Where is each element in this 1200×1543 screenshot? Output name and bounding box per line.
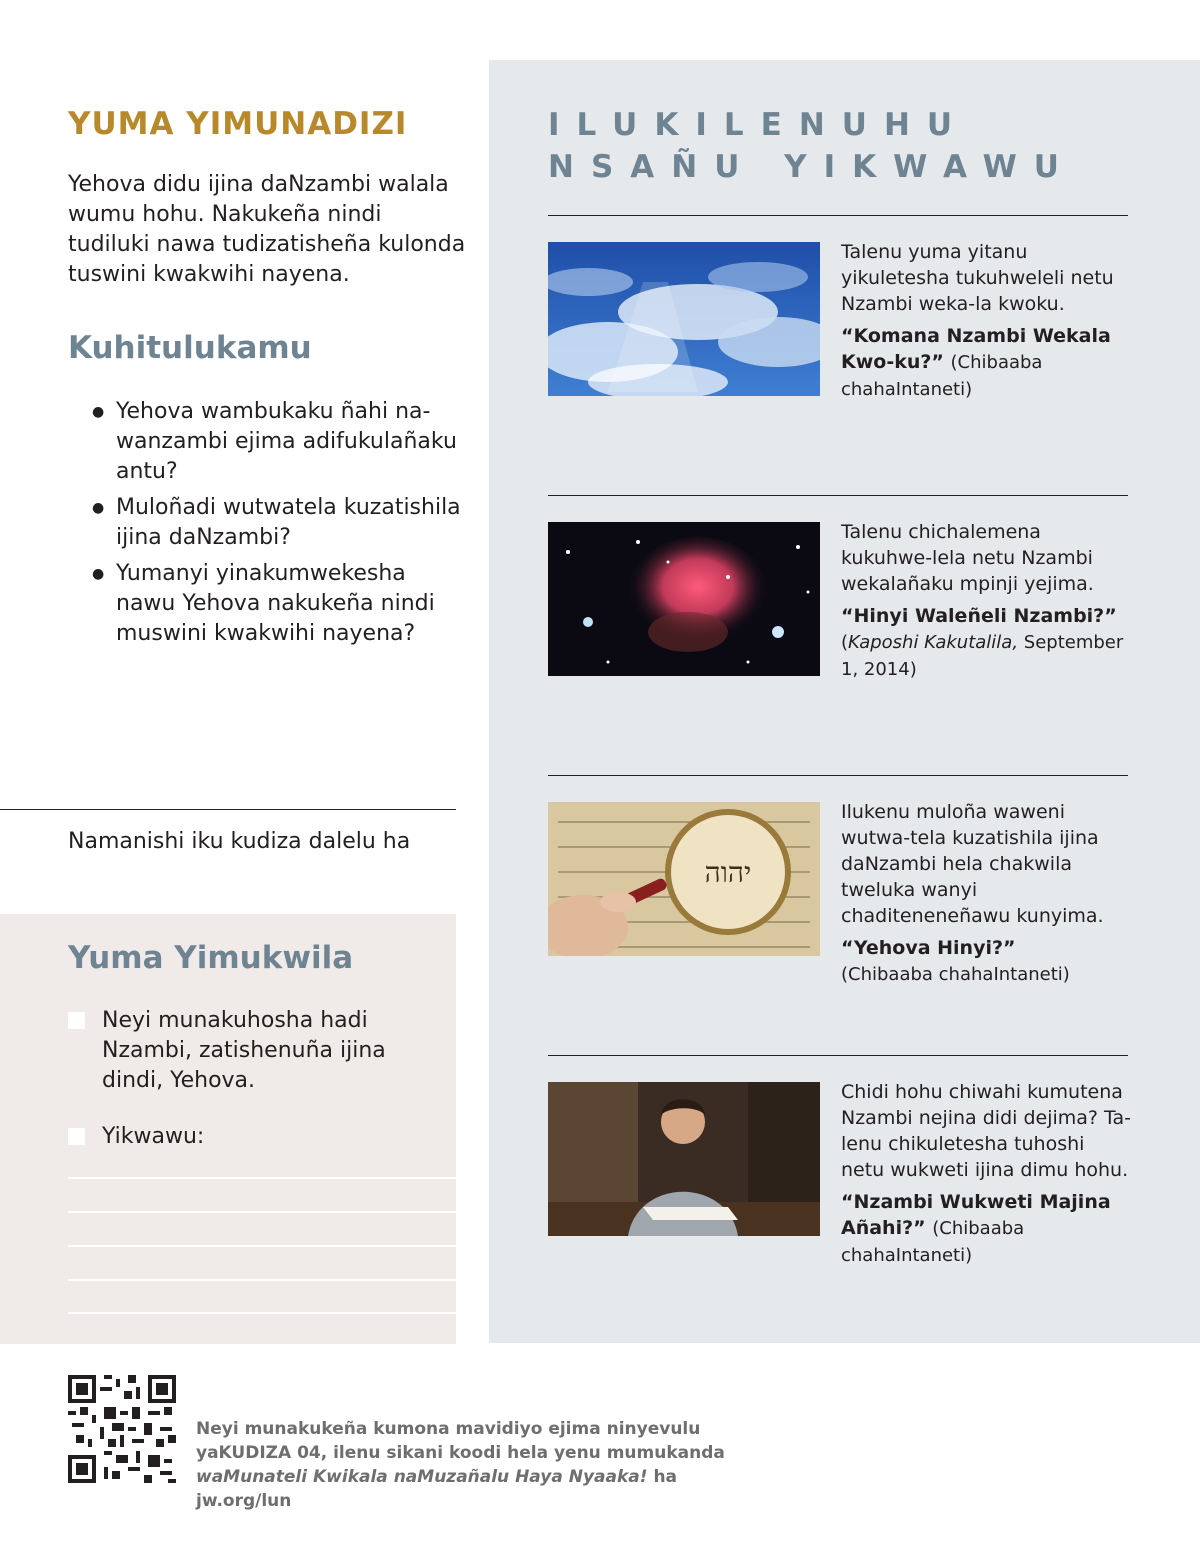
- goal-text: Yikwawu:: [102, 1124, 205, 1149]
- resource-link[interactable]: [841, 935, 1131, 988]
- divider: [548, 495, 1128, 496]
- resource-item: [841, 519, 1131, 683]
- section-title: YUMA YIMUNADIZI: [68, 106, 408, 142]
- goals-list: [68, 1006, 398, 1178]
- resource-title[interactable]: “Komana Nzambi Wekala Kwo-ku?”: [841, 325, 1111, 373]
- review-heading: Kuhitulukamu: [68, 330, 312, 366]
- qr-code-icon[interactable]: [68, 1375, 176, 1483]
- svg-text:יהוה: יהוה: [704, 856, 752, 889]
- writing-line[interactable]: [68, 1177, 456, 1179]
- writing-line[interactable]: [68, 1245, 456, 1247]
- resource-description: Chidi hohu chiwahi kumutena Nzambi nejina didi dejima? Ta-lenu chikuletesha tuhoshi netu wukweti ijina dimu hohu.: [841, 1081, 1131, 1181]
- question-item: ● Yehova wambukaku ñahi na-wanzambi ejima adifukulañaku antu?: [92, 397, 462, 487]
- resource-source: (Chibaaba chahaIntaneti): [841, 352, 1043, 400]
- writing-line[interactable]: [68, 1279, 456, 1281]
- resource-item: [841, 1079, 1131, 1269]
- divider: [0, 809, 456, 810]
- question-item: ● Yumanyi yinakumwekesha nawu Yehova nakukeña nindi muswini kwakwihi nayena?: [92, 559, 462, 649]
- divider: [548, 775, 1128, 776]
- resource-link[interactable]: [841, 603, 1131, 683]
- intro-paragraph: Yehova didu ijina daNzambi walala wumu hohu. Nakukeña nindi tudiluki nawa tudizatisheña kulonda tuswini kwakwihi nayena.: [68, 172, 466, 287]
- resource-title[interactable]: “Yehova Hinyi?”: [841, 937, 1016, 959]
- resource-source: (Chibaaba chahaIntaneti): [841, 964, 1070, 985]
- resource-source: (Chibaaba chahaIntaneti): [841, 1218, 1025, 1266]
- resource-item: [841, 239, 1131, 403]
- resource-description: Talenu chichalemena kukuhwe-lela netu Nzambi wekalañaku mpinji yejima.: [841, 521, 1094, 595]
- divider: [548, 1055, 1128, 1056]
- resource-item: [841, 799, 1131, 988]
- resource-title[interactable]: “Hinyi Waleñeli Nzambi?”: [841, 605, 1117, 627]
- goal-item: [68, 1122, 398, 1152]
- checkbox[interactable]: [68, 1128, 85, 1145]
- resource-description: Ilukenu muloña waweni wutwa-tela kuzatishila ijina daNzambi hela chakwila tweluka wanyi chaditeneneñawu kunyima.: [841, 801, 1104, 927]
- writing-line[interactable]: [68, 1211, 456, 1213]
- resource-title[interactable]: “Nzambi Wukweti Majina Añahi?”: [841, 1191, 1111, 1239]
- magnifying-glass-photo: [548, 802, 820, 956]
- nebula-photo: [548, 522, 820, 676]
- completion-date-label: Namanishi iku kudiza dalelu ha: [68, 829, 411, 854]
- checkbox[interactable]: [68, 1012, 85, 1029]
- goal-text: Neyi munakuhosha hadi Nzambi, zatishenuña ijina dindi, Yehova.: [102, 1008, 386, 1093]
- resource-link[interactable]: [841, 323, 1131, 403]
- writing-line[interactable]: [68, 1312, 456, 1314]
- question-item: ● Muloñadi wutwatela kuzatishila ijina daNzambi?: [92, 493, 462, 553]
- sky-clouds-photo: [548, 242, 820, 396]
- goal-item: [68, 1006, 398, 1096]
- goals-heading: Yuma Yimukwila: [68, 940, 354, 976]
- review-questions: [92, 397, 462, 655]
- man-reading-photo: [548, 1082, 820, 1236]
- divider: [548, 215, 1128, 216]
- resource-source: (Kaposhi Kakutalila, September 1, 2014): [841, 632, 1124, 680]
- footer-note: Neyi munakukeña kumona mavidiyo ejima ninyevulu yaKUDIZA 04, ilenu sikani koodi hela yenu mumukanda waMunateli Kwikala naMuzañalu Haya Nyaaka! ha jw.org/lun: [196, 1419, 725, 1511]
- more-info-title: ILUKILENUHU NSAÑU YIKWAWU: [548, 107, 1076, 185]
- resource-description: Talenu yuma yitanu yikuletesha tukuhweleli netu Nzambi weka-la kwoku.: [841, 241, 1114, 315]
- resource-link[interactable]: [841, 1189, 1131, 1269]
